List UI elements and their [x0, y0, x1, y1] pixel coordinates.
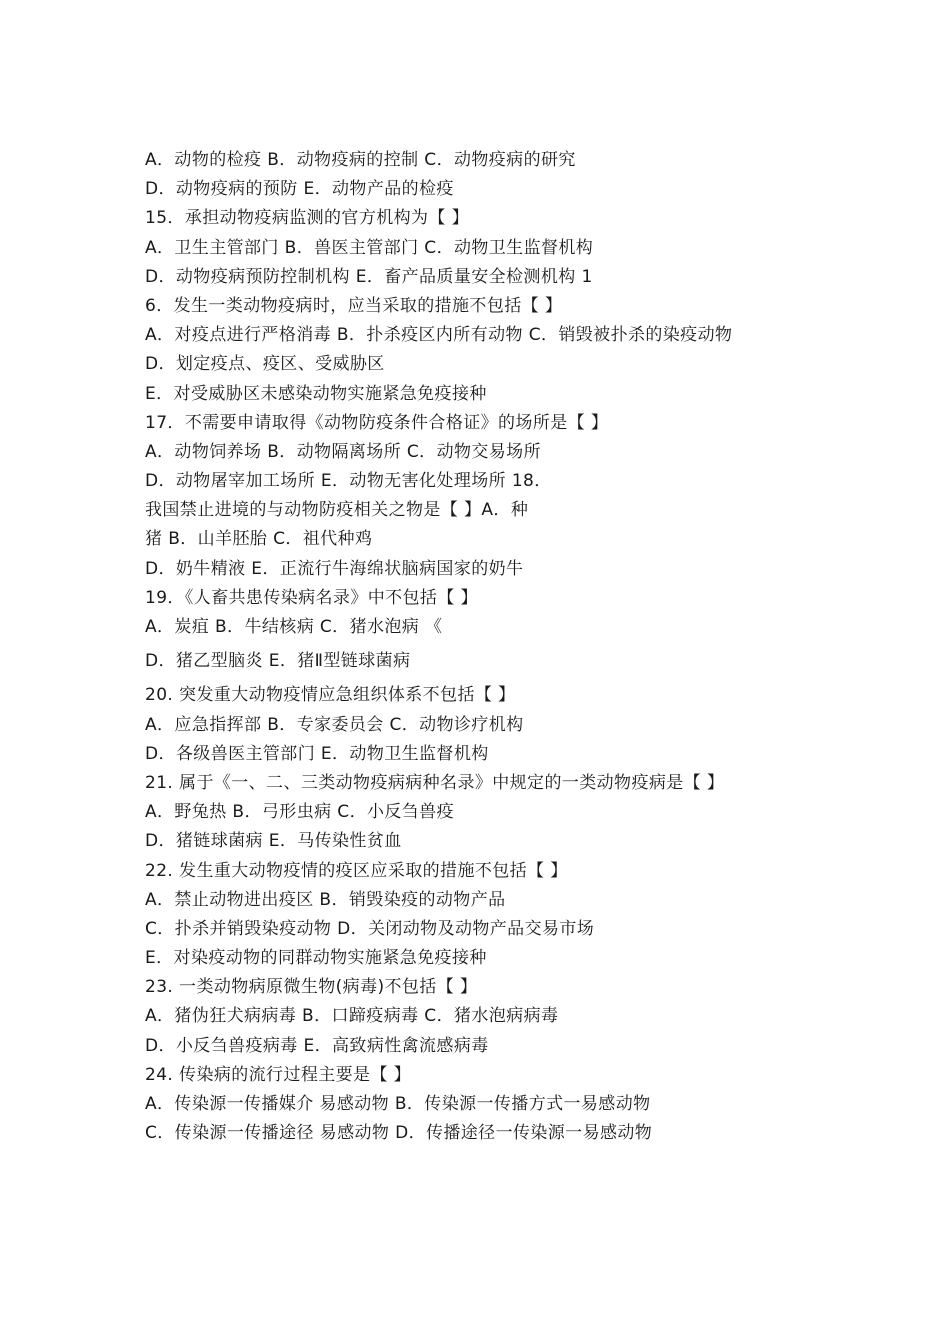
text-line: A．野兔热 B．弓形虫病 C．小反刍兽疫 — [145, 802, 454, 823]
text-line: A．禁止动物进出疫区 B．销毁染疫的动物产品 — [145, 889, 506, 910]
text-line: D．猪链球菌病 E．马传染性贫血 — [145, 831, 402, 852]
text-line: A．猪伪狂犬病病毒 B．口蹄疫病毒 C．猪水泡病病毒 — [145, 1006, 559, 1027]
text-line: A．对疫点进行严格消毒 B．扑杀疫区内所有动物 C．销毁被扑杀的染疫动物 — [145, 325, 733, 346]
question-line: 我国禁止进境的与动物防疫相关之物是【 】A．种 — [145, 500, 529, 521]
question-line: 6．发生一类动物疫病时，应当采取的措施不包括【 】 — [145, 295, 563, 316]
question-line: 24. 传染病的流行过程主要是【 】 — [145, 1064, 412, 1085]
question-line: 22. 发生重大动物疫情的疫区应采取的措施不包括【 】 — [145, 860, 568, 881]
text-line: A．传染源一传播媒介 易感动物 B．传染源一传播方式一易感动物 — [145, 1094, 651, 1114]
text-line: A．动物的检疫 B．动物疫病的控制 C．动物疫病的研究 — [145, 150, 576, 170]
text-line: A．应急指挥部 B．专家委员会 C．动物诊疗机构 — [145, 714, 524, 735]
text-line: C．扑杀并销毁染疫动物 D．关闭动物及动物产品交易市场 — [145, 918, 595, 939]
question-line: 19．《人畜共患传染病名录》中不包括【 】 — [145, 587, 478, 608]
text-line: D．小反刍兽疫病毒 E．高致病性禽流感病毒 — [145, 1035, 489, 1056]
document-body — [145, 146, 845, 1148]
question-line: 23. 一类动物病原微生物(病毒)不包括【 】 — [145, 977, 478, 998]
text-line: D．动物疫病预防控制机构 E．畜产品质量安全检测机构 1 — [145, 266, 593, 287]
text-line: D．动物屠宰加工场所 E．动物无害化处理场所 18． — [145, 471, 552, 492]
text-line: 猪 B．山羊胚胎 C．祖代种鸡 — [145, 529, 373, 550]
text-line: D．奶牛精液 E．正流行牛海绵状脑病国家的奶牛 — [145, 558, 524, 579]
question-line: 20. 突发重大动物疫情应急组织体系不包括【 】 — [145, 685, 516, 706]
text-line: C．传染源一传播途径 易感动物 D．传播途径一传染源一易感动物 — [145, 1123, 653, 1144]
text-line: A．卫生主管部门 B．兽医主管部门 C．动物卫生监督机构 — [145, 237, 594, 258]
text-line: D．各级兽医主管部门 E．动物卫生监督机构 — [145, 743, 489, 764]
question-line: 15．承担动物疫病监测的官方机构为【 】 — [145, 208, 470, 229]
question-line: 17．不需要申请取得《动物防疫条件合格证》的场所是【 】 — [145, 412, 609, 433]
question-line: 21. 属于《一、二、三类动物疫病病种名录》中规定的一类动物疫病是【 】 — [145, 772, 725, 793]
text-line: D．动物疫病的预防 E．动物产品的检疫 — [145, 179, 454, 200]
text-line: E．对受威胁区未感染动物实施紧急免疫接种 — [145, 383, 487, 404]
text-line: D．猪乙型脑炎 E．猪Ⅱ型链球菌病 — [145, 651, 411, 672]
text-line: D．划定疫点、疫区、受威胁区 — [145, 354, 385, 375]
text-line: A．炭疽 B．牛结核病 C．猪水泡病 《 — [145, 617, 443, 637]
text-line: A．动物饲养场 B．动物隔离场所 C．动物交易场所 — [145, 441, 541, 462]
text-line: E．对染疫动物的同群动物实施紧急免疫接种 — [145, 948, 487, 969]
